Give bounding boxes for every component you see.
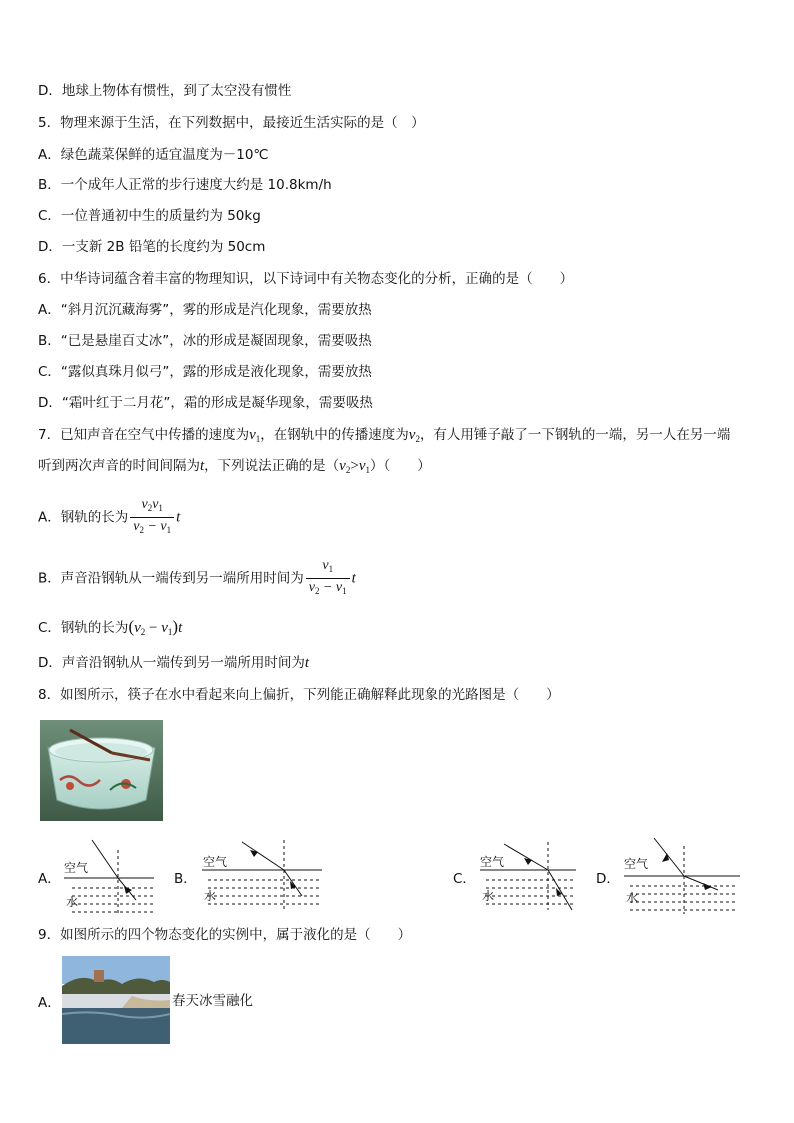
chopstick-bowl-photo [40, 720, 163, 821]
q4-option-d: D．地球上物体有惯性，到了太空没有惯性 [38, 83, 292, 99]
water-label: 水 [204, 889, 217, 903]
melting-ice-photo [62, 956, 170, 1044]
q5-option-d: D．一支新 2B 铅笔的长度约为 50cm [38, 239, 266, 255]
q7-option-b-text: B．声音沿钢轨从一端传到另一端所用时间为 [38, 570, 304, 587]
q8-label-b: B． [174, 871, 197, 887]
ray-diagram-c [478, 838, 578, 916]
q5-option-a: A．绿色蔬菜保鲜的适宜温度为－10℃ [38, 147, 269, 163]
q8-stem: 8．如图所示，筷子在水中看起来向上偏折，下列能正确解释此现象的光路图是（ ） [38, 687, 560, 703]
symbol-t: t [200, 458, 205, 474]
q5-option-c: C．一位普通初中生的质量约为 50kg [38, 208, 261, 224]
q6-option-a: A．“斜月沉沉藏海雾”，雾的形成是汽化现象，需要放热 [38, 302, 372, 318]
q7-option-d [38, 654, 309, 672]
air-label: 空气 [624, 857, 649, 871]
q7-stem-text-3: ，有人用锤子敲了一下钢轨的一端，另一人在另一端 [419, 427, 731, 443]
q8-label-a: A． [38, 871, 61, 887]
q6-option-b: B．“已是悬崖百丈冰”，冰的形成是凝固现象，需要吸热 [38, 333, 372, 349]
q9-stem: 9．如图所示的四个物态变化的实例中，属于液化的是（ ） [38, 927, 412, 943]
q7-stem-line1 [38, 426, 730, 448]
q7-option-d-text: D．声音沿钢轨从一端传到另一端所用时间为 [38, 655, 305, 671]
q9-label-a: A． [38, 995, 61, 1011]
condition-v2-gt-v1: $v_2>v_1$ [339, 458, 370, 475]
formula-t: t [304, 655, 310, 671]
q7-stem-text-6: ）（ ） [369, 458, 431, 474]
q5-option-b: B．一个成年人正常的步行速度大约是 10.8km/h [38, 177, 332, 193]
q7-option-c [38, 618, 182, 641]
q8-label-c: C． [453, 871, 476, 887]
q7-option-a [38, 496, 180, 539]
water-label: 水 [482, 889, 495, 903]
q6-option-c: C．“露似真珠月似弓”，露的形成是液化现象，需要放热 [38, 364, 372, 380]
q7-stem-text-5: ，下列说法正确的是（ [204, 458, 340, 474]
q7-stem-text-2: ，在钢轨中的传播速度为 [260, 427, 409, 443]
q5-stem: 5．物理来源于生活，在下列数据中，最接近生活实际的是（ ） [38, 115, 425, 131]
q6-stem: 6．中华诗词蕴含着丰富的物理知识，以下诗词中有关物态变化的分析，正确的是（ ） [38, 271, 574, 287]
symbol-v1: $v_1$ [249, 427, 261, 444]
formula-t: t [351, 570, 356, 587]
formula-v1-over-v2-minus-v1: $\frac{v_1}{v_2 - v_1}$ [306, 557, 350, 600]
ray-diagram-b [200, 838, 324, 916]
ray-diagram-a [60, 838, 156, 916]
formula-t: t [176, 509, 181, 526]
water-label: 水 [66, 895, 79, 909]
water-label: 水 [626, 891, 639, 905]
air-label: 空气 [480, 855, 505, 869]
symbol-v2: $v_2$ [408, 427, 420, 444]
air-label: 空气 [64, 861, 89, 875]
q7-stem-text-4: 听到两次声音的时间间隔为 [38, 458, 200, 474]
q7-option-a-text: A．钢轨的长为 [38, 509, 129, 526]
ray-diagram-d [622, 836, 742, 916]
q7-stem-line2 [38, 457, 431, 479]
q7-stem-text-1: 7．已知声音在空气中传播的速度为 [38, 427, 250, 443]
q6-option-d: D．“霜叶红于二月花”，霜的形成是凝华现象，需要吸热 [38, 395, 373, 411]
q7-option-b [38, 557, 356, 600]
q7-option-c-text: C．钢轨的长为 [38, 620, 129, 636]
formula-v2-minus-v1-times-t: $(v_2 - v_1)t$ [128, 617, 183, 637]
formula-v2v1-over-v2-minus-v1: $\frac{v_2v_1}{v_2 - v_1}$ [130, 496, 174, 539]
q8-label-d: D． [596, 871, 620, 887]
q9-caption-a: 春天冰雪融化 [172, 993, 253, 1009]
air-label: 空气 [203, 855, 228, 869]
